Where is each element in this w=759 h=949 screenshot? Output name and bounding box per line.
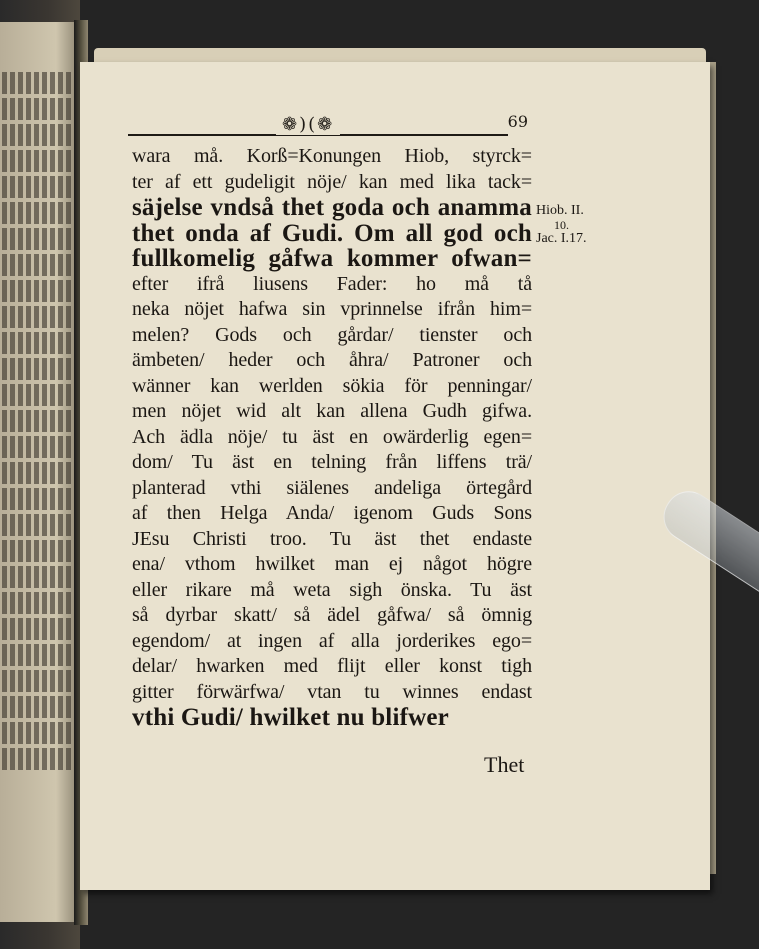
page-number: 69	[507, 112, 528, 131]
marginal-note: Jac. I.17.	[536, 231, 587, 246]
text-line: dom/ Tu äst en telning från liffens trä/	[132, 451, 532, 473]
marginal-notes	[536, 204, 606, 246]
text-line: planterad vthi siälenes andeliga örtegård	[132, 476, 532, 499]
header-ornament: ❁)(❁	[276, 114, 340, 135]
text-line: säjelse vndså thet goda och anamma	[132, 194, 532, 221]
marginal-note: Hiob. II.	[536, 203, 584, 218]
text-line: fullkomelig gåfwa kommer ofwan=	[132, 245, 532, 272]
facing-page	[0, 22, 80, 922]
text-line: wara må. Korß=Konungen Hiob, styrck=	[132, 145, 532, 167]
text-line: ämbeten/ heder och åhra/ Patroner och	[132, 349, 532, 371]
text-line: så dyrbar skatt/ så ädel gåfwa/ så ömnig	[132, 604, 532, 626]
text-line: delar/ hwarken med flijt eller konst tigh	[132, 655, 532, 677]
body-text	[132, 144, 532, 731]
text-line: egendom/ at ingen af alla jorderikes ego=	[132, 629, 532, 652]
text-line: thet onda af Gudi. Om all god och	[132, 219, 532, 247]
text-line: neka nöjet hafwa sin vprinnelse ifrån him=	[132, 298, 532, 320]
text-line: JEsu Christi troo. Tu äst thet endaste	[132, 527, 532, 550]
text-line: men nöjet wid alt kan allena Gudh gifwa.	[132, 400, 532, 422]
text-line: efter ifrå liusens Fader: ho må tå	[132, 272, 532, 295]
page-header	[128, 110, 528, 140]
marginal-note: 10.	[554, 218, 569, 232]
text-line: ter af ett gudeligit nöje/ kan med lika tack=	[132, 170, 532, 193]
text-line: melen? Gods och gårdar/ tienster och	[132, 323, 532, 346]
catchword: Thet	[484, 752, 525, 777]
text-line: gitter förwärfwa/ vtan tu winnes endast	[132, 680, 532, 703]
facing-page-text	[2, 72, 74, 774]
text-line: vthi Gudi/ hwilket nu blifwer	[132, 704, 449, 731]
text-line: ena/ vthom hwilket man ej något högre	[132, 553, 532, 575]
text-line: eller rikare må weta sigh önska. Tu äst	[132, 578, 532, 601]
text-line: af then Helga Anda/ igenom Guds Sons	[132, 502, 532, 524]
text-line: Ach ädla nöje/ tu äst en owärderlig egen=	[132, 425, 532, 448]
text-line: wänner kan werlden sökia för penningar/	[132, 374, 532, 397]
